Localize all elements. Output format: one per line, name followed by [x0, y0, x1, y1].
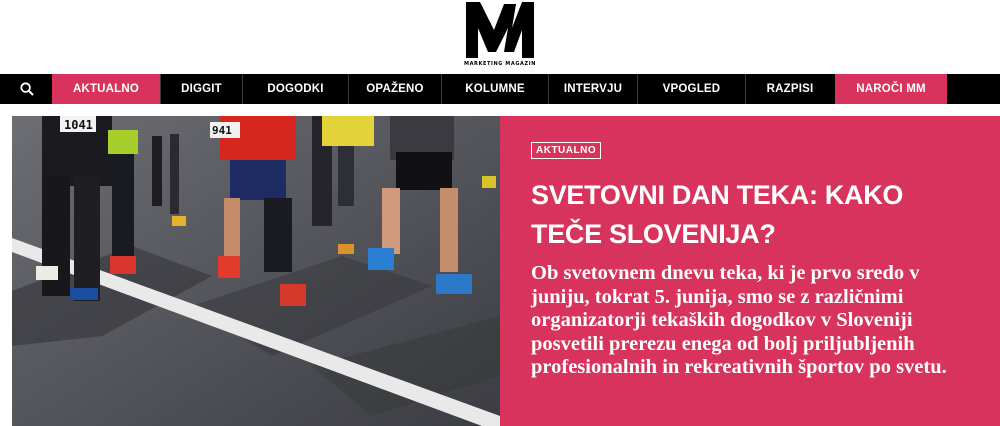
nav-item-dogodki[interactable]: DOGODKI	[267, 83, 324, 95]
article-photo-runners[interactable]	[12, 116, 500, 426]
category-badge[interactable]: AKTUALNO	[531, 142, 601, 159]
svg-text:1041: 1041	[64, 118, 93, 132]
logo-caption: MARKETING MAGAZIN	[464, 61, 536, 67]
nav-item-kolumne[interactable]: KOLUMNE	[465, 83, 525, 95]
nav-item-diggit[interactable]: DIGGIT	[181, 83, 222, 95]
article-headline[interactable]: SVETOVNI DAN TEKA: KAKO TEČE SLOVENIJA?	[531, 180, 904, 249]
site-header	[0, 0, 1000, 74]
nav-item-naroci-mm[interactable]: NAROČI MM	[835, 74, 947, 104]
runners-marathon-image	[12, 116, 500, 426]
search-button[interactable]	[0, 74, 52, 104]
search-icon	[20, 82, 34, 96]
marketing-magazin-logo[interactable]	[464, 0, 536, 68]
nav-item-opazeno[interactable]: OPAŽENO	[366, 83, 424, 95]
mm-logo-mark	[464, 0, 536, 60]
article-lead: Ob svetovnem dnevu teka, ki je prvo sredo v juniju, tokrat 5. junija, smo se z različnimi organizatorji tekaških dogodkov v Sloveniji posvetili prerezu enega od bolj priljubljenih profesionalnih in rekreativnih športov po svetu.	[531, 262, 947, 378]
svg-text:941: 941	[212, 124, 232, 137]
featured-article	[12, 116, 1000, 426]
nav-item-intervju[interactable]: INTERVJU	[563, 83, 623, 95]
article-text-panel	[500, 116, 1000, 426]
nav-item-aktualno[interactable]: AKTUALNO	[52, 74, 160, 104]
nav-item-vpogled[interactable]: VPOGLED	[662, 83, 721, 95]
nav-item-razpisi[interactable]: RAZPISI	[766, 83, 814, 95]
main-nav	[0, 74, 1000, 104]
